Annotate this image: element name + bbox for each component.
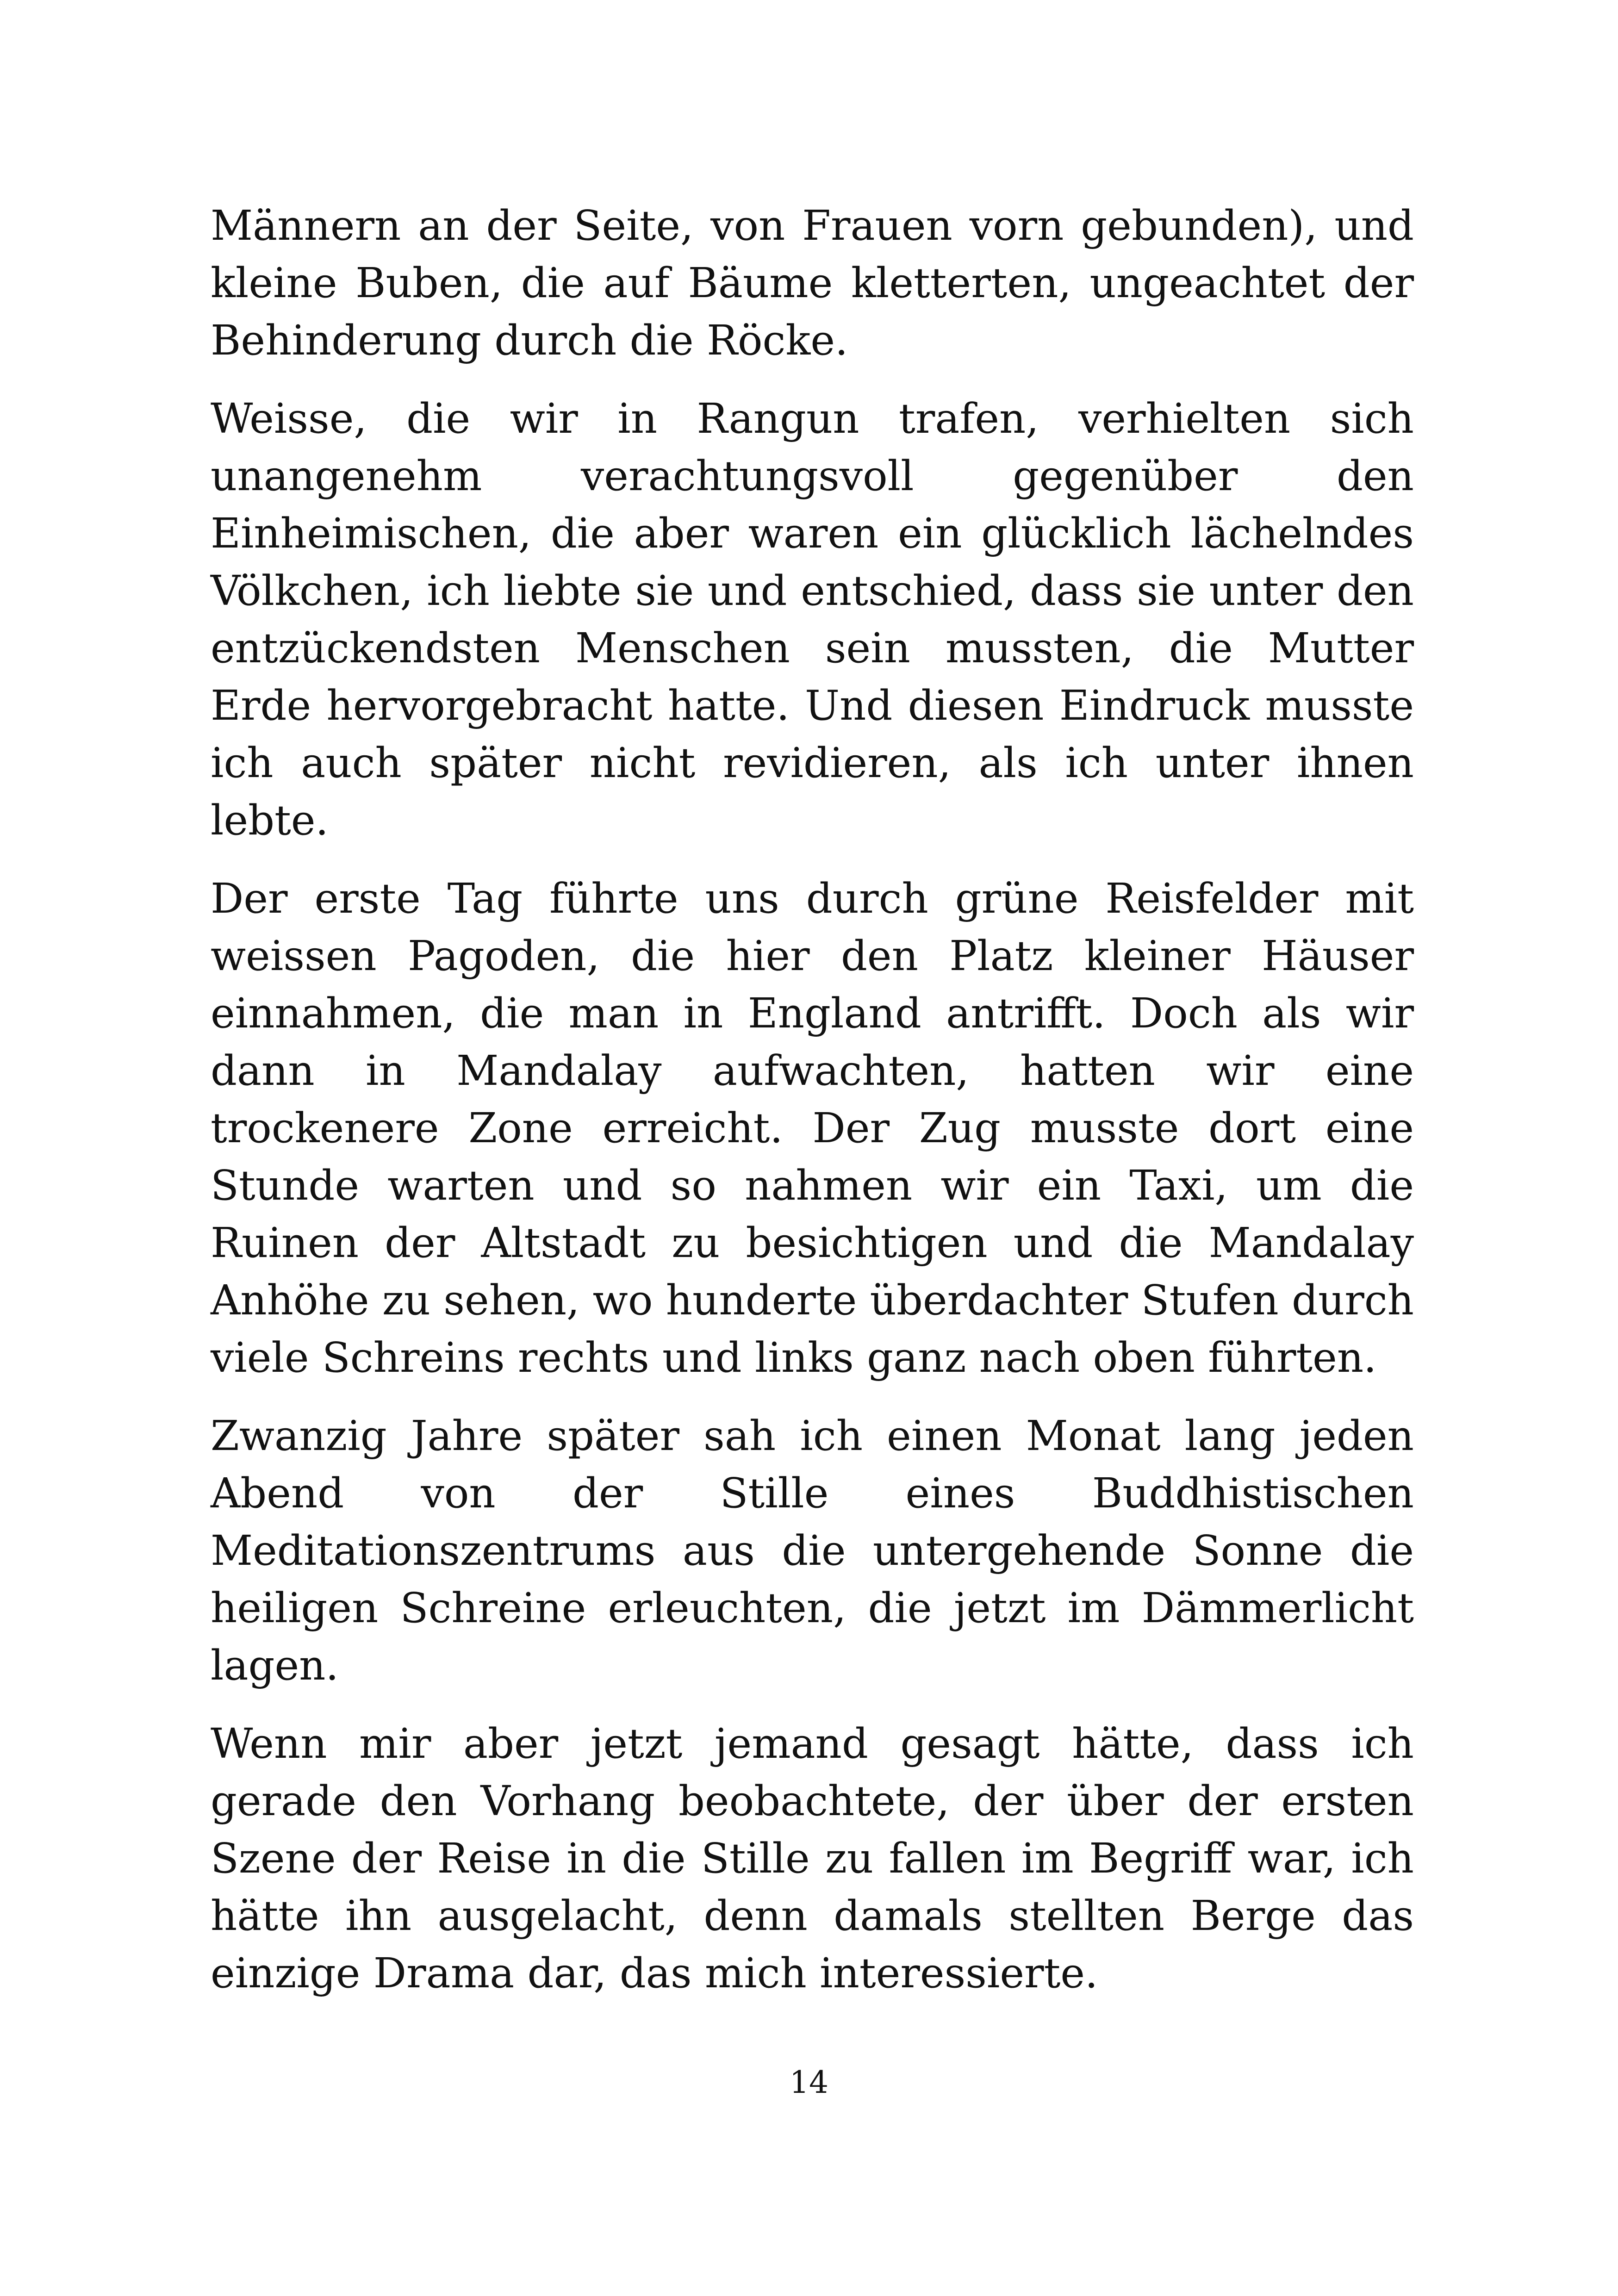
body-text: [211, 197, 1414, 2022]
paragraph-2: Weisse, die wir in Rangun trafen, verhielten sich unangenehm verachtungsvoll gegenüber den Einheimischen, die aber waren ein glücklich lächelndes Völkchen, ich liebte sie und entschied, dass sie unter den entzückendsten Menschen sein mussten, die Mutter Erde hervorgebracht hatte. Und diesen Eindruck musste ich auch später nicht revidieren, als ich unter ihnen lebte.: [211, 394, 1414, 844]
paragraph-1: Männern an der Seite, von Frauen vorn gebunden), und kleine Buben, die auf Bäume kletterten, ungeachtet der Behinderung durch die Röcke.: [211, 201, 1414, 364]
page-number: 14: [790, 2065, 828, 2100]
paragraph-5: Wenn mir aber jetzt jemand gesagt hätte, dass ich gerade den Vorhang beobachtete, der über der ersten Szene der Reise in die Stille zu fallen im Begriff war, ich hätte ihn ausgelacht, denn damals stellten Berge das einzige Drama dar, das mich interessierte.: [211, 1719, 1414, 1997]
paragraph-4: Zwanzig Jahre später sah ich einen Monat lang jeden Abend von der Stille eines Buddhistischen Meditationszentrums aus die untergehende Sonne die heiligen Schreine erleuchten, die jetzt im Dämmerlicht lagen.: [211, 1412, 1414, 1689]
paragraph-3: Der erste Tag führte uns durch grüne Reisfelder mit weissen Pagoden, die hier den Platz kleiner Häuser einnahmen, die man in England antrifft. Doch als wir dann in Mandalay aufwachten, hatten wir eine trockenere Zone erreicht. Der Zug musste dort eine Stunde warten und so nahmen wir ein Taxi, um die Ruinen der Altstadt zu besichtigen und die Mandalay Anhöhe zu sehen, wo hunderte überdachter Stufen durch viele Schreins rechts und links ganz nach oben führten.: [211, 874, 1414, 1381]
